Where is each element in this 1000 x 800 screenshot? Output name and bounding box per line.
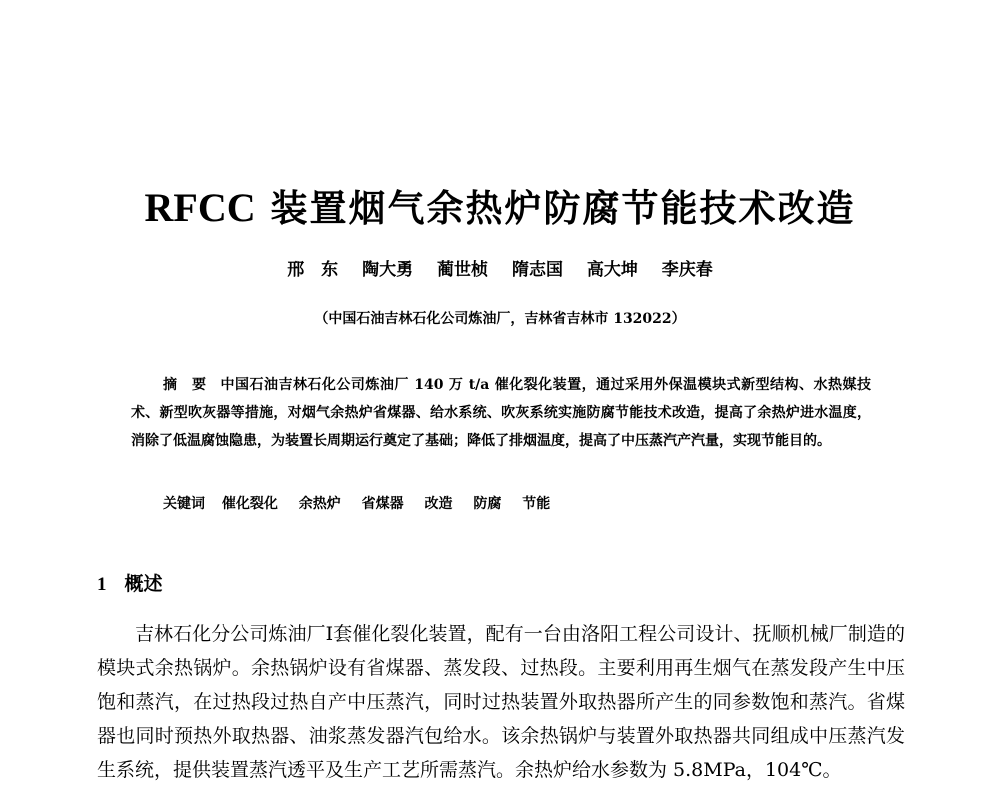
paper-title (0, 180, 1000, 237)
abstract-label: 摘 要 (163, 377, 207, 393)
keyword: 催化裂化 (221, 496, 278, 512)
author-name: 蔺世桢 (437, 260, 489, 280)
affiliation: （中国石油吉林石化公司炼油厂，吉林省吉林市 132022） (314, 311, 686, 327)
keyword: 防腐 (473, 496, 502, 512)
keyword: 改造 (424, 496, 453, 512)
title-latin: RFCC (144, 185, 256, 230)
author-name: 邢 东 (287, 260, 339, 280)
keywords (163, 490, 863, 518)
section-number: 1 (97, 574, 107, 595)
keywords-label: 关键词 (163, 496, 205, 512)
keyword: 余热炉 (298, 496, 341, 512)
author-name: 李庆春 (661, 260, 713, 280)
body-paragraph: 吉林石化分公司炼油厂Ⅰ套催化裂化装置，配有一台由洛阳工程公司设计、抚顺机械厂制造的模块式余热锅炉。余热锅炉设有省煤器、蒸发段、过热段。主要利用再生烟气在蒸发段产生中压饱和蒸汽，在过热段过热自产中压蒸汽，同时过热装置外取热器所产生的同参数饱和蒸汽。省煤器也同时预热外取热器、油浆蒸发器汽包给水。该余热锅炉与装置外取热器共同组成中压蒸汽发生系统，提供装置蒸汽透平及生产工艺所需蒸汽。余热炉给水参数为 5.8MPa，104℃。 (97, 623, 905, 781)
keyword: 节能 (522, 496, 551, 512)
abstract-text: 中国石油吉林石化公司炼油厂 140 万 t/a 催化裂化装置，通过采用外保温模块式新型结构、水热媒技术、新型吹灰器等措施，对烟气余热炉省煤器、给水系统、吹灰系统实施防腐节能技术改造，提高了余热炉进水温度，消除了低温腐蚀隐患，为装置长周期运行奠定了基础；降低了排烟温度，提高了中压蒸汽产汽量，实现节能目的。 (131, 377, 872, 449)
author-name: 陶大勇 (362, 260, 414, 280)
title-cjk: 装置烟气余热炉防腐节能技术改造 (270, 187, 856, 230)
author-name: 高大坤 (586, 260, 638, 280)
abstract (131, 371, 871, 455)
author-list (0, 255, 1000, 285)
author-name: 隋志国 (511, 260, 563, 280)
section-heading (97, 566, 163, 603)
section-title: 概述 (124, 573, 163, 595)
keyword: 省煤器 (361, 496, 404, 512)
